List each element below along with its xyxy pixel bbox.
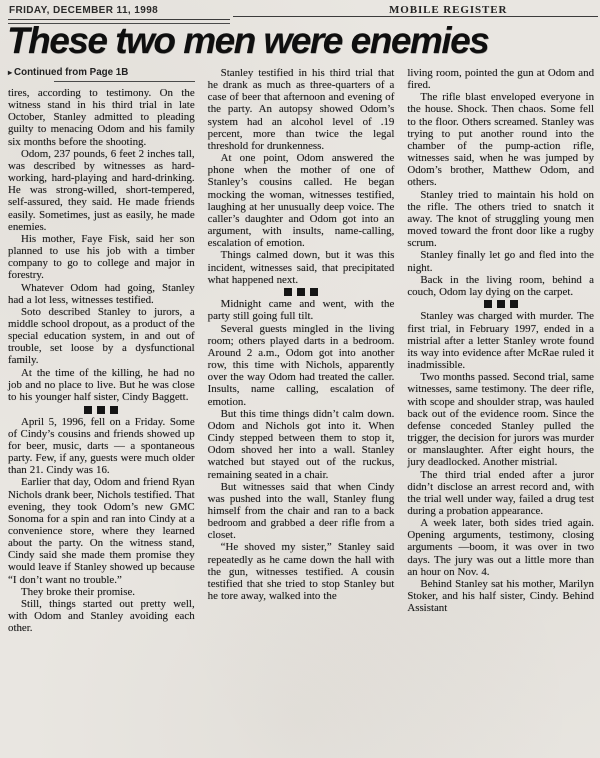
article-paragraph: But this time things didn’t calm down. Odom and Nichols got into it. When Cindy stepped between them to stop it, Odom shoved her into a wall. Stanley watched but stayed out of the ruckus, remaining seated in a chair. xyxy=(207,407,395,481)
headline: These two men were enemies xyxy=(7,20,489,61)
continued-arrow-icon: ▸ xyxy=(8,67,13,77)
article-paragraph: Soto described Stanley to jurors, a middle school dropout, as a product of the special education system, in and out of trouble, set loose by a dysfunctional family. xyxy=(8,305,195,367)
article-paragraph: “He shoved my sister,” Stanley said repeatedly as he came down the hall with the gun, witnesses testified. A cousin testified that she tried to stop Stanley but he tore away, walked into the xyxy=(207,541,395,603)
article-paragraph: tires, according to testimony. On the witness stand in his third trial in late October, Stanley admitted to pleading guilty to menacing Odom and his family six months before the shooting. xyxy=(8,87,195,148)
column-2-body xyxy=(208,67,395,602)
header-horizontal-rule xyxy=(233,16,598,17)
article-paragraph: Stanley tried to maintain his hold on the rifle. The others tried to snatch it away. The knot of struggling young men moved toward the front door like a rugby scrum. xyxy=(407,188,595,250)
article-paragraph: Stanley testified in his third trial that he drank as much as three-quarters of a case of beer that afternoon and evening of the party. An autopsy showed Odom’s system had an alcohol level of .19 percent, more than twice the legal threshold for drunkenness. xyxy=(207,67,395,152)
masthead-title: MOBILE REGISTER xyxy=(389,4,508,16)
article-paragraph: At the time of the killing, he had no job and no place to live. But he was close to his younger half sister, Cindy Baggett. xyxy=(8,366,195,403)
article-paragraph: Whatever Odom had going, Stanley had a lot less, witnesses testified. xyxy=(8,281,195,306)
article-paragraph: living room, pointed the gun at Odom and fired. xyxy=(407,67,595,92)
section-divider-squares-icon xyxy=(8,406,195,414)
section-divider-squares-icon xyxy=(407,300,594,308)
article-paragraph: But witnesses said that when Cindy was pushed into the wall, Stanley flung himself from the chair and ran to a back bedroom and grabbed a deer rifle from a closet. xyxy=(207,480,395,542)
section-divider-squares-icon xyxy=(208,288,395,296)
article-paragraph: His mother, Faye Fisk, said her son planned to use his job with a timber company to go to college and major in forestry. xyxy=(8,232,195,282)
article-paragraph: Stanley was charged with murder. The first trial, in February 1997, ended in a mistrial after a letter Stanley wrote found its way into evidence after McRae ruled it inadmissible. xyxy=(407,310,595,372)
column-1 xyxy=(8,67,195,758)
article-paragraph: The rifle blast enveloped everyone in the house. Shock. Then chaos. Some fell to the floor. Others screamed. Stanley was trying to put another round into the chamber of the pump-action rifle, witnesses said, when he was jumped by Odom’s brother, Matthew Odom, and others. xyxy=(407,91,595,189)
column-3 xyxy=(407,67,594,758)
article-paragraph: At one point, Odom answered the phone when the mother of one of Stanley’s cousins called. He began mocking the woman, witnesses testified, laughing at her unusually deep voice. The caller’s daughter and Odom got into an argument, with insults, name-calling, escalation of emotion. xyxy=(207,152,395,250)
article-paragraph: Stanley finally let go and fled into the night. xyxy=(407,249,595,274)
article-paragraph: April 5, 1996, fell on a Friday. Some of Cindy’s cousins and friends showed up for beer, music, darts — a spontaneous party. Few, if any, guests were much older than 21. Cindy was 16. xyxy=(8,415,195,477)
continued-label: Continued from Page 1B xyxy=(14,67,129,78)
column-1-body xyxy=(8,87,195,634)
article-paragraph: Still, things started out pretty well, with Odom and Stanley avoiding each other. xyxy=(8,597,195,635)
article-paragraph: Two months passed. Second trial, same witnesses, same testimony. The deer rifle, with scope and shoulder strap, was hauled back out of the evidence room. Since the defense conceded Stanley pulled the trigger, the decision for jurors was murder or manslaughter. After eight hours, the jury deadlocked. Another mistrial. xyxy=(407,371,595,469)
page-date: FRIDAY, DECEMBER 11, 1998 xyxy=(9,5,159,16)
article-paragraph: Midnight came and went, with the party still going full tilt. xyxy=(207,298,395,323)
article-paragraph: The third trial ended after a juror didn’t disclose an arrest record and, with the trial well under way, failed a drug test during a probation appearance. xyxy=(407,468,595,517)
article-columns xyxy=(8,67,594,758)
article-paragraph: Odom, 237 pounds, 6 feet 2 inches tall, was described by witnesses as hard-working, hard-playing and hard-drinking. He was strong-willed, short-tempered, self-assured, they said. He made friends easily. Sometimes, just as easily, he made enemies. xyxy=(8,147,195,233)
article-paragraph: Things calmed down, but it was this incident, witnesses said, that precipitated what happened next. xyxy=(207,249,395,286)
continued-underline-rule xyxy=(54,81,195,82)
column-3-body xyxy=(407,67,594,614)
article-paragraph: Several guests mingled in the living room; others played darts in a bedroom. Around 2 a.m., Odom got into another row, this time with Nichols, apparently over the way Odom had treated the caller. Insults, name calling, escalation of emotion. xyxy=(207,322,395,408)
article-paragraph: A week later, both sides tried again. Opening arguments, testimony, closing arguments —boom, it was over in two days. The jury was out a little more than an hour on Nov. 4. xyxy=(407,517,595,578)
article-paragraph: Behind Stanley sat his mother, Marilyn Stoker, and his half sister, Cindy. Behind Assistant xyxy=(407,577,595,615)
article-paragraph: Back in the living room, behind a couch, Odom lay dying on the carpet. xyxy=(407,273,595,298)
column-2 xyxy=(208,67,395,758)
article-paragraph: Earlier that day, Odom and friend Ryan Nichols drank beer, Nichols testified. That evening, they took Odom’s new GMC Sonoma for a spin and ran into Cindy at a convenience store, where they learned about the party. On the witness stand, Cindy said she made them promise they would leave if Stanley showed up because “I don’t want no trouble.” xyxy=(8,476,195,586)
article-paragraph: They broke their promise. xyxy=(21,585,136,598)
continued-from-line xyxy=(8,67,195,78)
